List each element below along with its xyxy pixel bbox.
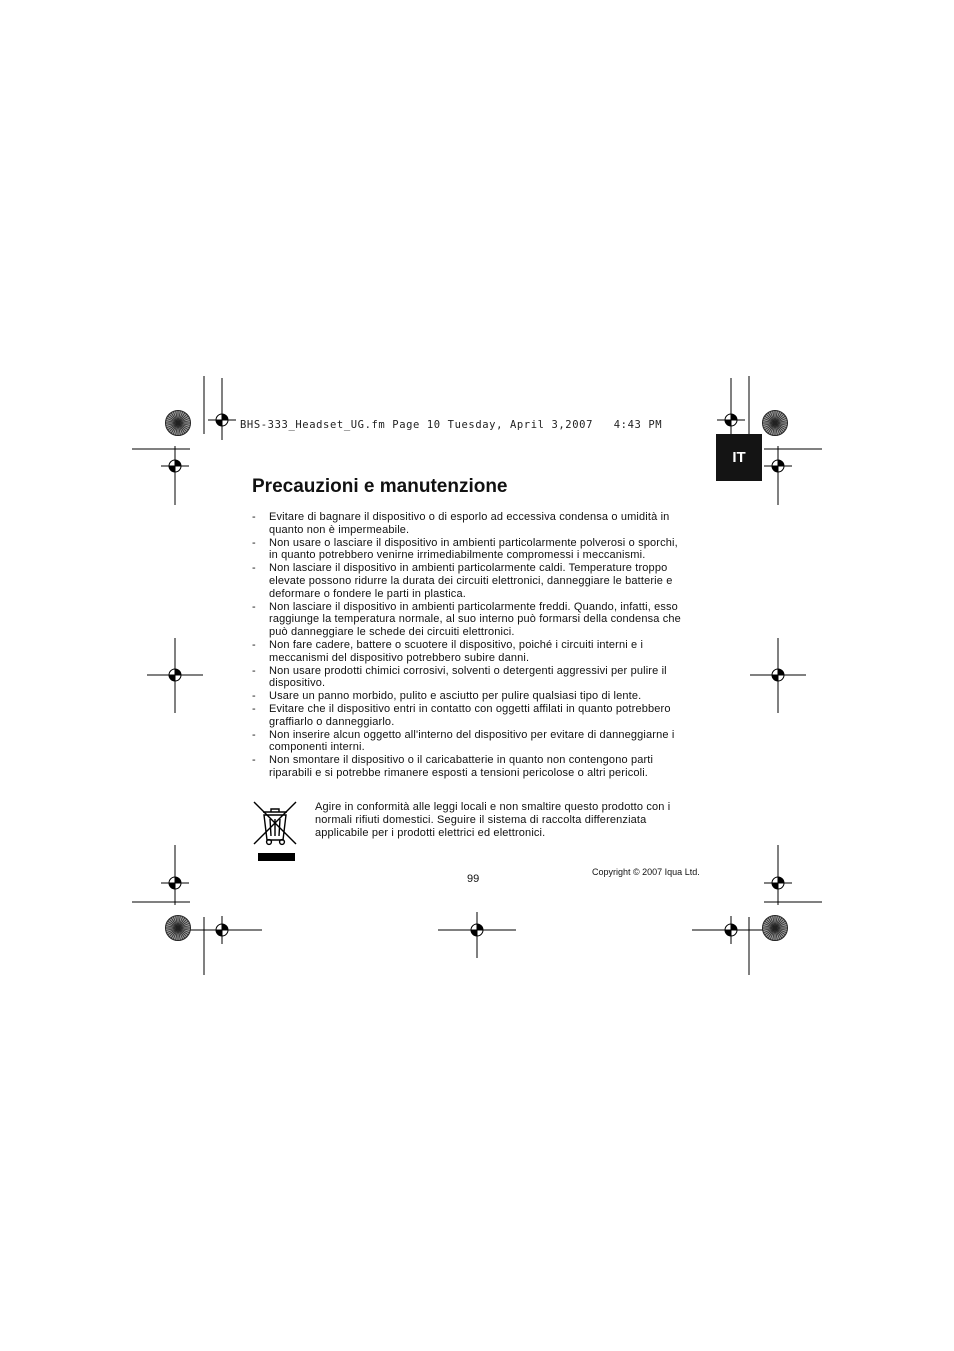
list-item-line: deformare o fondere le parti in plastica.: [269, 587, 466, 600]
list-item-line: Non fare cadere, battere o scuotere il dispositivo, poiché i circuiti interni e i: [269, 638, 644, 651]
list-item-line: Non usare prodotti chimici corrosivi, solventi o detergenti aggressivi per pulire il: [269, 664, 667, 677]
disposal-line: applicabile per i prodotti elettrici ed elettronici.: [315, 826, 546, 839]
list-item-line: riparabili e si potrebbe rimanere esposti a tensioni pericolose o altri pericoli.: [269, 766, 649, 779]
copyright-notice: Copyright © 2007 Iqua Ltd.: [592, 867, 700, 877]
bullet-dash: -: [252, 511, 256, 523]
precautions-list: [252, 511, 722, 780]
disposal-line: Agire in conformità alle leggi locali e non smaltire questo prodotto con i: [315, 801, 671, 813]
list-item-line: quanto non è impermeabile.: [269, 523, 410, 536]
list-item-line: Non lasciare il dispositivo in ambienti particolarmente caldi. Temperature troppo: [269, 562, 668, 575]
list-item: [252, 562, 722, 600]
bullet-dash: -: [252, 728, 256, 741]
list-item-line: Non smontare il dispositivo o il caricabatterie in quanto non contengono parti: [269, 754, 654, 767]
list-item: [252, 690, 722, 703]
bullet-dash: -: [252, 562, 256, 575]
list-item-line: Evitare di bagnare il dispositivo o di esporlo ad eccessiva condensa o umidità in: [269, 511, 670, 523]
list-item: [252, 703, 722, 729]
list-item-line: Non lasciare il dispositivo in ambienti particolarmente freddi. Quando, infatti, esso: [269, 600, 678, 613]
crossed-out-wheelie-bin-icon: [252, 800, 298, 864]
list-item-line: può danneggiare le schede dei circuiti elettronici.: [269, 626, 515, 639]
list-item-line: Evitare che il dispositivo entri in contatto con oggetti affilati in quanto potrebbero: [269, 702, 671, 715]
list-item: [252, 665, 722, 691]
list-item-line: in quanto potrebbero venirne irrimediabilmente compromessi i meccanismi.: [269, 549, 646, 562]
bullet-dash: -: [252, 702, 256, 715]
list-item-line: Non usare o lasciare il dispositivo in ambienti particolarmente polverosi o sporchi,: [269, 536, 678, 549]
list-item-line: dispositivo.: [269, 677, 326, 690]
list-item: [252, 754, 722, 780]
bullet-dash: -: [252, 754, 256, 767]
disposal-line: normali rifiuti domestici. Seguire il sistema di raccolta differenziata: [315, 813, 647, 826]
list-item: [252, 511, 722, 537]
list-item-line: Usare un panno morbido, pulito e asciutto per pulire qualsiasi tipo di lente.: [269, 690, 642, 703]
list-item-line: Non inserire alcun oggetto all'interno del dispositivo per evitare di danneggiarne i: [269, 728, 675, 741]
list-item: [252, 729, 722, 755]
list-item-line: graffiarlo o danneggiarlo.: [269, 715, 395, 728]
list-item: [252, 537, 722, 563]
list-item: [252, 601, 722, 639]
bullet-dash: -: [252, 690, 256, 703]
print-header: BHS-333_Headset_UG.fm Page 10 Tuesday, April 3,2007 4:43 PM: [240, 419, 663, 431]
list-item-line: componenti interni.: [269, 741, 365, 754]
list-item: [252, 639, 722, 665]
list-item-line: elevate possono ridurre la durata dei circuiti elettronici, danneggiare le batterie e: [269, 574, 673, 587]
bullet-dash: -: [252, 536, 256, 549]
language-tab: IT: [716, 434, 762, 481]
list-item-line: raggiunge la temperatura normale, al suo interno può formarsi della condensa che: [269, 613, 681, 626]
bullet-dash: -: [252, 664, 256, 677]
page-title: Precauzioni e manutenzione: [252, 476, 508, 497]
list-item-line: meccanismi del dispositivo potrebbero subire danni.: [269, 651, 530, 664]
page-number: 99: [467, 873, 480, 885]
bullet-dash: -: [252, 638, 256, 651]
disposal-notice: [315, 801, 715, 839]
bullet-dash: -: [252, 600, 256, 613]
